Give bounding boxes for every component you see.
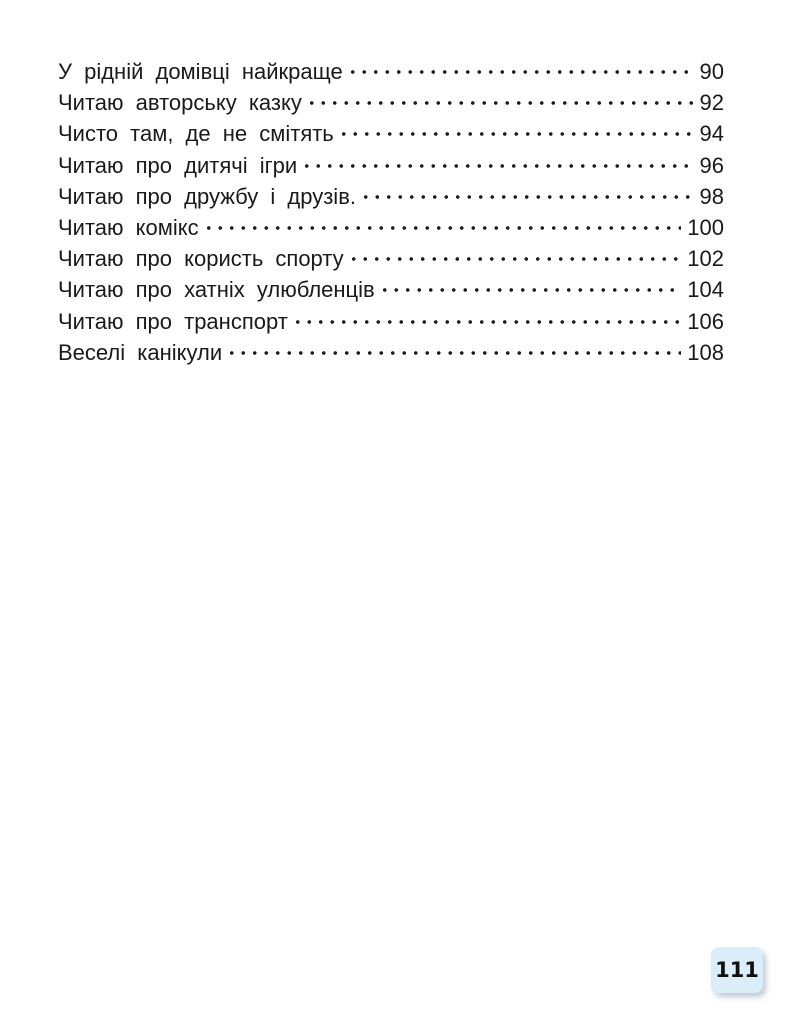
toc-entry[interactable] bbox=[58, 337, 724, 368]
toc-leader-dots bbox=[379, 288, 682, 292]
toc-leader-dots bbox=[338, 132, 694, 136]
toc-entry-title: У рідній домівці найкраще bbox=[58, 59, 343, 84]
toc-entry-title: Веселі канікули bbox=[58, 339, 223, 365]
toc-entry-title: Читаю про дитячі ігри bbox=[58, 152, 298, 178]
toc-leader-dots bbox=[203, 226, 682, 230]
toc-entry[interactable] bbox=[58, 56, 724, 87]
toc-entry-title: Читаю про транспорт bbox=[58, 308, 288, 334]
toc-entry-page: 108 bbox=[687, 339, 724, 365]
toc-entry-title: Читаю про хатніх улюбленців bbox=[58, 277, 375, 303]
toc-entry-page: 90 bbox=[699, 59, 724, 84]
toc-entry[interactable] bbox=[58, 306, 724, 337]
toc-leader-dots bbox=[347, 70, 694, 74]
toc-entry-page: 100 bbox=[687, 214, 724, 240]
toc-entry-page: 92 bbox=[699, 90, 724, 116]
toc-entry-page: 96 bbox=[699, 152, 724, 178]
page-number: 111 bbox=[715, 958, 759, 982]
toc-entry-title: Читаю про користь спорту bbox=[58, 246, 344, 272]
table-of-contents bbox=[58, 56, 724, 368]
toc-entry[interactable] bbox=[58, 274, 724, 305]
toc-entry[interactable] bbox=[58, 87, 724, 118]
toc-entry-page: 104 bbox=[687, 277, 724, 303]
toc-entry-page: 98 bbox=[699, 183, 724, 209]
toc-entry[interactable] bbox=[58, 243, 724, 274]
toc-leader-dots bbox=[348, 257, 682, 261]
page-number-badge bbox=[711, 947, 763, 993]
toc-entry-page: 102 bbox=[687, 246, 724, 272]
toc-entry-title: Читаю авторську казку bbox=[58, 90, 302, 116]
toc-entry[interactable] bbox=[58, 212, 724, 243]
toc-leader-dots bbox=[226, 351, 681, 355]
toc-leader-dots bbox=[360, 195, 694, 199]
toc-leader-dots bbox=[306, 101, 694, 105]
toc-entry-title: Читаю комікс bbox=[58, 214, 199, 240]
toc-leader-dots bbox=[292, 320, 681, 324]
toc-leader-dots bbox=[301, 164, 693, 168]
toc-entry-page: 94 bbox=[699, 121, 724, 147]
toc-entry[interactable] bbox=[58, 150, 724, 181]
toc-entry-title: Читаю про дружбу і друзів. bbox=[58, 183, 356, 209]
toc-entry[interactable] bbox=[58, 181, 724, 212]
toc-entry-title: Чисто там, де не смітять bbox=[58, 121, 334, 147]
toc-entry-page: 106 bbox=[687, 308, 724, 334]
toc-entry[interactable] bbox=[58, 118, 724, 149]
